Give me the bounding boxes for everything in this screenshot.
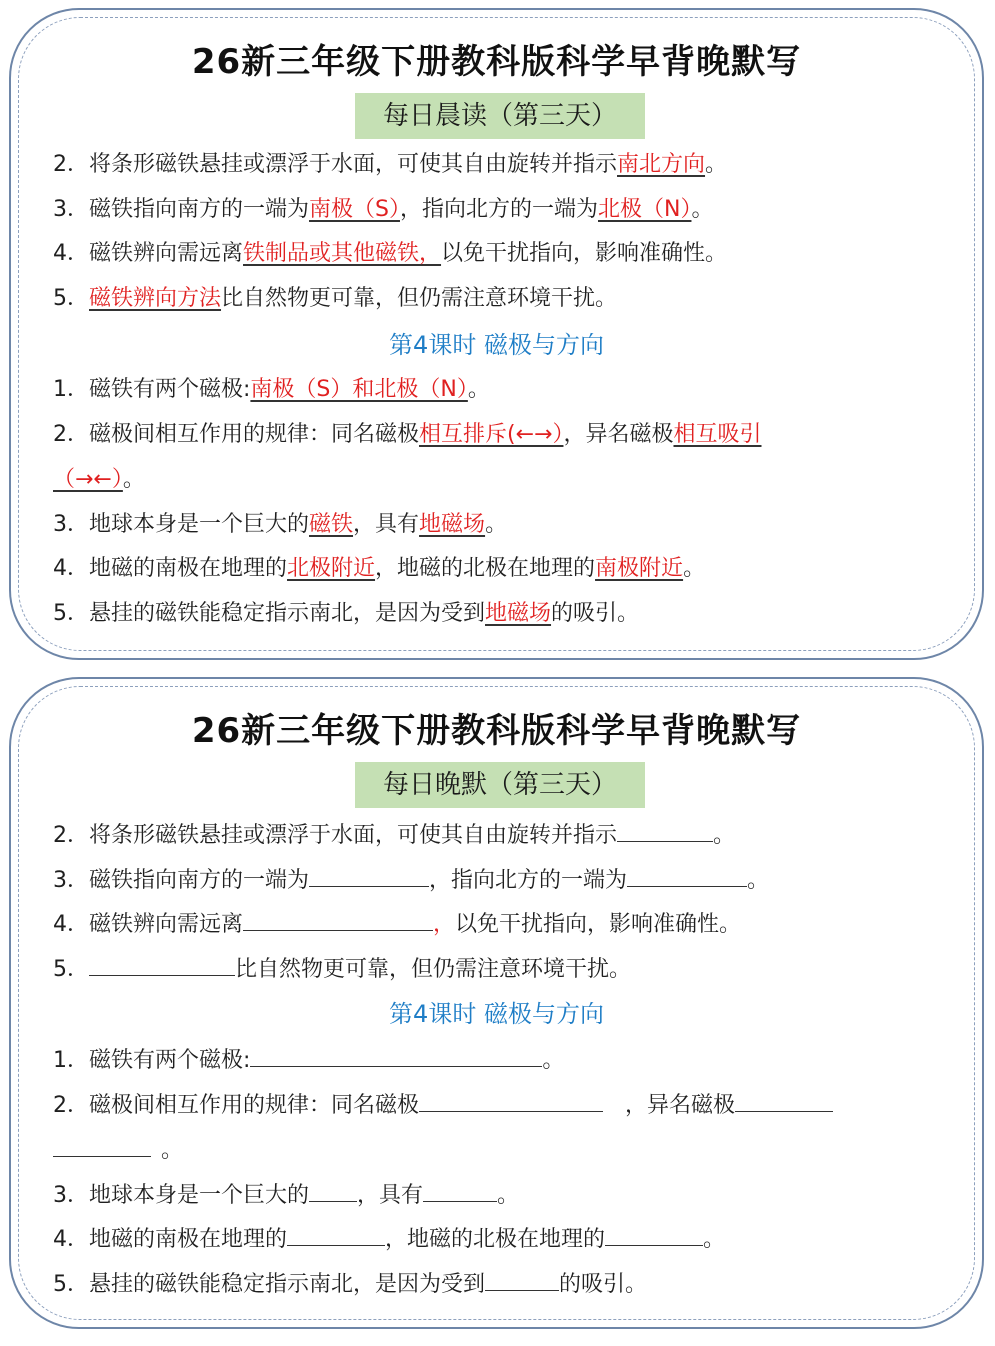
answer-blank[interactable] xyxy=(485,1268,559,1291)
answer-blank[interactable] xyxy=(89,953,235,976)
list-item-continuation: （→←）。 xyxy=(53,467,145,492)
list-item: 2．将条形磁铁悬挂或漂浮于水面，可使其自由旋转并指示南北方向。 xyxy=(53,152,728,177)
list-item: 4．地磁的南极在地理的 ，地磁的北极在地理的 。 xyxy=(53,1223,725,1255)
list-item: 5． 比自然物更可靠，但仍需注意环境干扰。 xyxy=(53,953,631,985)
answer: 南极（S）和北极（N） xyxy=(250,377,468,402)
answer-blank[interactable] xyxy=(617,819,713,842)
answer-blank[interactable] xyxy=(627,864,747,887)
answer: 北极附近 xyxy=(287,556,376,581)
list-item: 2．磁极间相互作用的规律：同名磁极相互排斥(←→），异名磁极相互吸引 xyxy=(53,422,762,447)
worksheet-title: 26新三年级下册教科版科学早背晚默写 xyxy=(191,711,802,751)
list-item: 2．将条形磁铁悬挂或漂浮于水面，可使其自由旋转并指示 。 xyxy=(53,819,735,851)
answer: 北极（N） xyxy=(598,197,692,222)
evening-banner: 每日晚默（第三天） xyxy=(355,762,645,808)
morning-card xyxy=(9,8,984,660)
answer: 地磁场 xyxy=(419,512,486,537)
answer-blank[interactable] xyxy=(419,1089,603,1112)
answer: 相互吸引 xyxy=(673,422,762,447)
list-item-continuation: 。 xyxy=(53,1134,183,1166)
answer-blank[interactable] xyxy=(243,908,433,931)
list-item: 5．磁铁辨向方法比自然物更可靠，但仍需注意环境干扰。 xyxy=(53,286,618,311)
answer: 磁铁 xyxy=(309,512,354,537)
answer: （→←） xyxy=(53,467,123,492)
answer-blank[interactable] xyxy=(309,864,429,887)
answer: 相互排斥(←→） xyxy=(419,422,564,447)
answer-blank[interactable] xyxy=(287,1223,385,1246)
answer-blank[interactable] xyxy=(309,1179,357,1202)
answer-blank[interactable] xyxy=(735,1089,833,1112)
section-heading: 第4课时 磁极与方向 xyxy=(389,331,604,359)
morning-banner: 每日晨读（第三天） xyxy=(355,93,645,139)
list-item: 5．悬挂的磁铁能稳定指示南北，是因为受到地磁场的吸引。 xyxy=(53,601,640,626)
list-item: 4．磁铁辨向需远离 ，以免干扰指向，影响准确性。 xyxy=(53,908,741,940)
answer: 南极（S） xyxy=(309,197,400,222)
answer: 磁铁辨向方法 xyxy=(89,286,222,311)
worksheet-title: 26新三年级下册教科版科学早背晚默写 xyxy=(191,42,802,82)
section-heading: 第4课时 磁极与方向 xyxy=(389,1000,604,1028)
list-item: 1．磁铁有两个磁极: 。 xyxy=(53,1044,564,1076)
list-item: 4．磁铁辨向需远离铁制品或其他磁铁，以免干扰指向，影响准确性。 xyxy=(53,241,728,266)
answer-blank[interactable] xyxy=(53,1134,151,1157)
answer-blank[interactable] xyxy=(605,1223,703,1246)
answer: 南极附近 xyxy=(595,556,684,581)
list-item: 3．磁铁指向南方的一端为南极（S），指向北方的一端为北极（N）。 xyxy=(53,197,714,222)
answer: 地磁场 xyxy=(485,601,552,626)
answer-blank[interactable] xyxy=(250,1044,542,1067)
list-item: 3．地球本身是一个巨大的磁铁，具有地磁场。 xyxy=(53,512,508,537)
list-item: 3．地球本身是一个巨大的 ，具有 。 xyxy=(53,1179,519,1211)
answer: 铁制品或其他磁铁， xyxy=(243,241,442,266)
list-item: 2．磁极间相互作用的规律：同名磁极 ，异名磁极 xyxy=(53,1089,833,1121)
list-item: 3．磁铁指向南方的一端为 ，指向北方的一端为 。 xyxy=(53,864,769,896)
list-item: 5．悬挂的磁铁能稳定指示南北，是因为受到 的吸引。 xyxy=(53,1268,647,1300)
list-item: 1．磁铁有两个磁极:南极（S）和北极（N）。 xyxy=(53,377,490,402)
evening-card xyxy=(9,677,984,1329)
answer: 南北方向 xyxy=(617,152,706,177)
answer-blank[interactable] xyxy=(423,1179,497,1202)
list-item: 4．地磁的南极在地理的北极附近，地磁的北极在地理的南极附近。 xyxy=(53,556,706,581)
